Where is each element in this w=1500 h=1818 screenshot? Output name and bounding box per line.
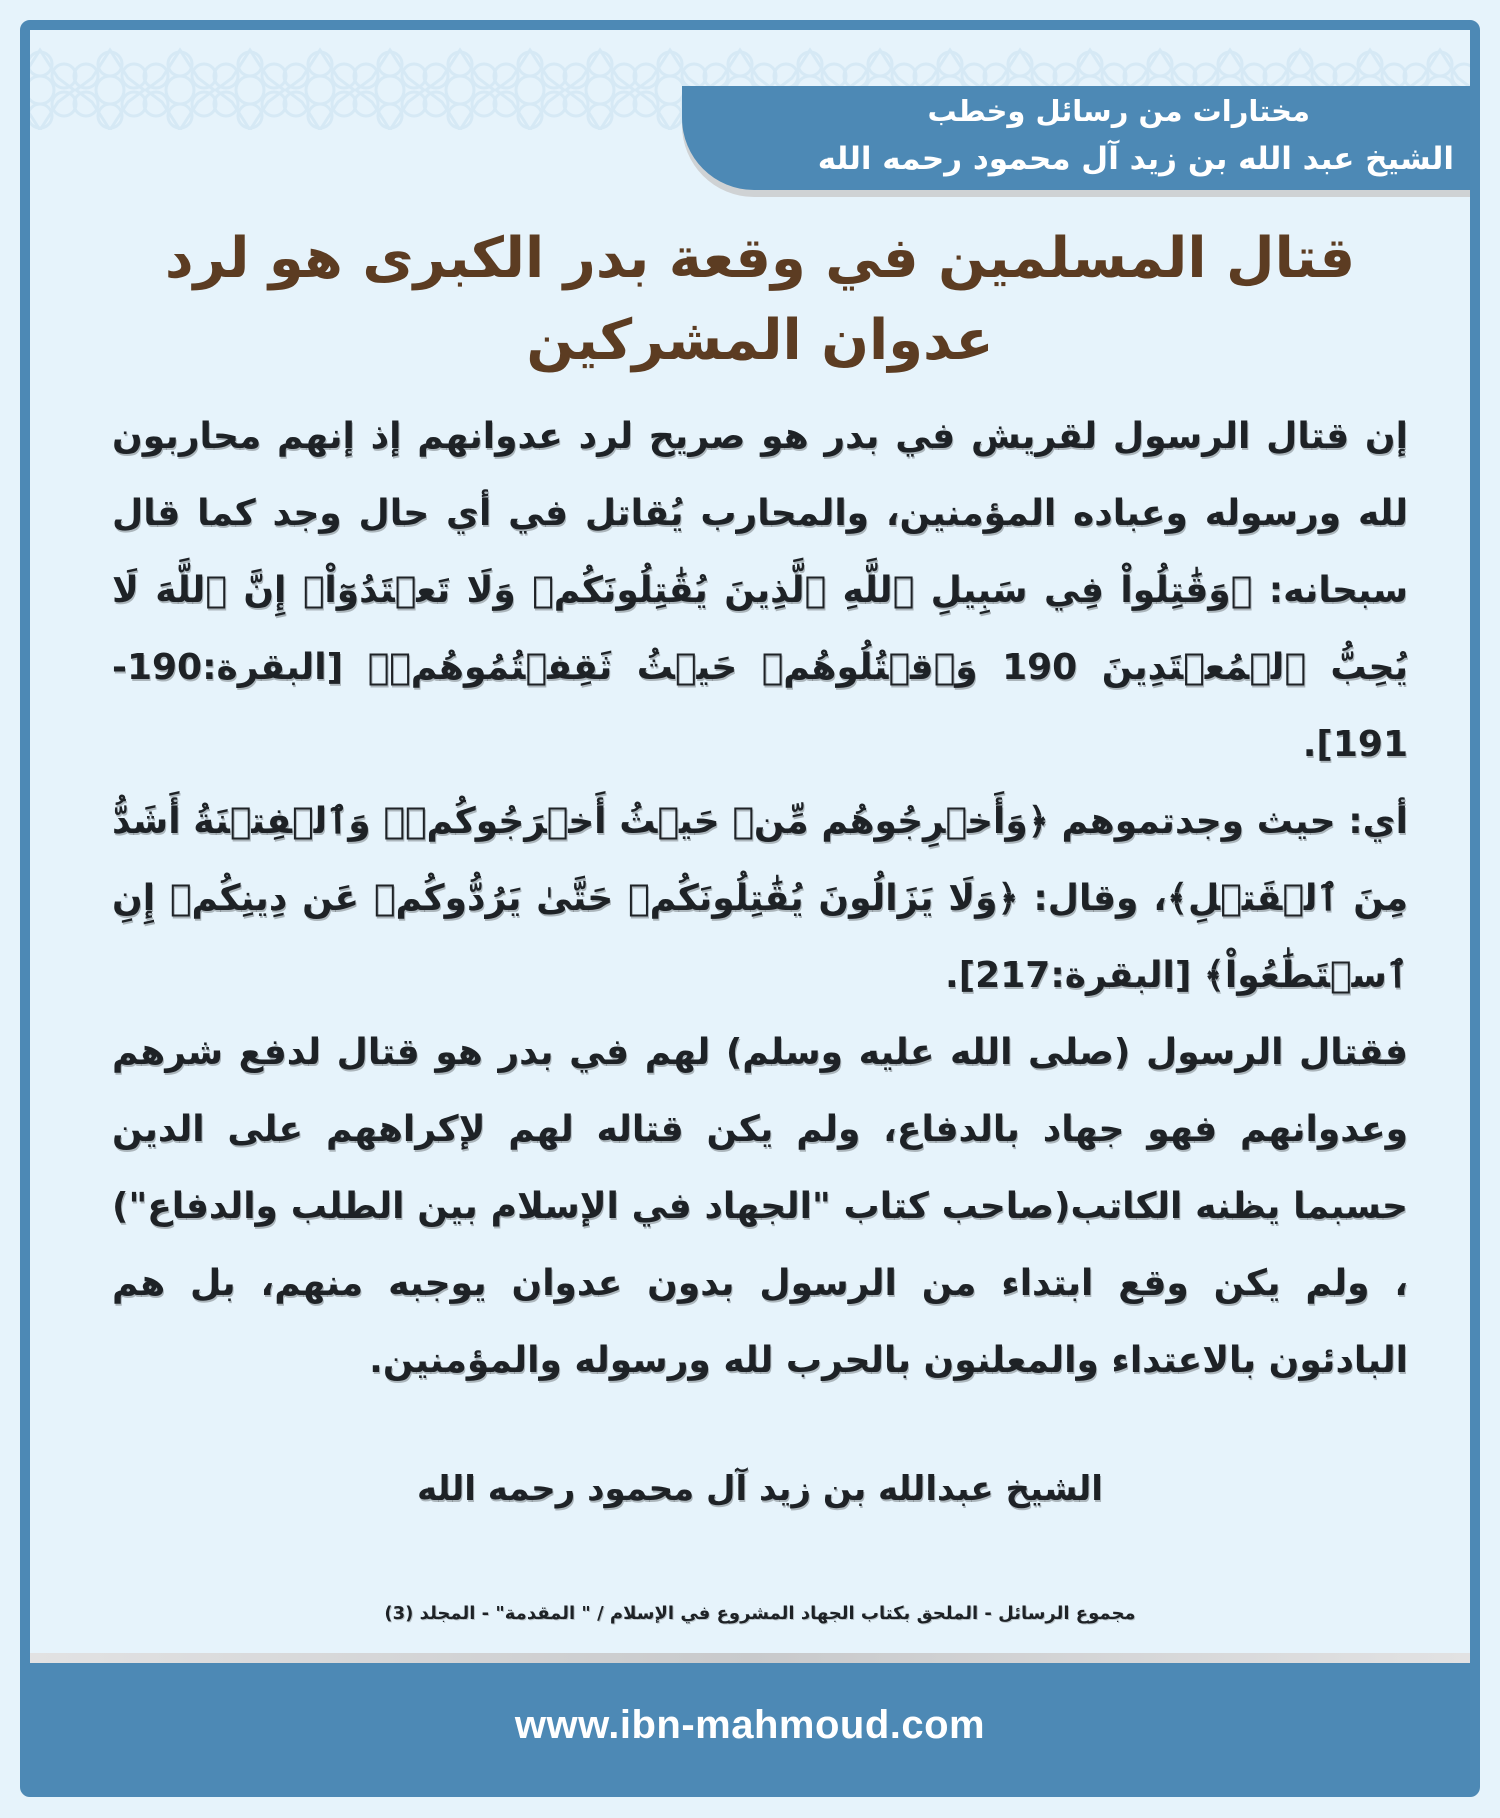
source-citation: مجموع الرسائل - الملحق بكتاب الجهاد المشروع في الإسلام / " المقدمة" - المجلد (3) — [384, 1603, 1136, 1624]
paragraph: أي: حيث وجدتموهم ﴿وَأَخۡرِجُوهُم مِّنۡ حَيۡثُ أَخۡرَجُوكُمۡۚ وَٱلۡفِتۡنَةُ أَشَدُّ مِنَ ٱلۡقَتۡلِ﴾، وقال: ﴿وَلَا يَزَالُونَ يُقَٰتِلُونَكُمۡ حَتَّىٰ يَرُدُّوكُمۡ عَن دِينِكُمۡ إِنِ ٱسۡتَطَٰعُواْ﴾ [البقرة:217]. — [112, 801, 1408, 996]
banner-series-title: مختارات من رسائل وخطب — [927, 94, 1310, 128]
banner-author: الشيخ عبد الله بن زيد آل محمود رحمه الله — [817, 141, 1454, 177]
website-link[interactable]: www.ibn-mahmoud.com — [514, 1702, 986, 1747]
article-content — [30, 200, 1470, 1653]
header-area — [30, 30, 1470, 200]
header-banner — [682, 86, 1470, 190]
page-frame — [20, 20, 1480, 1797]
author-signature: الشيخ عبدالله بن زيد آل محمود رحمه الله — [417, 1469, 1103, 1509]
paragraph: إن قتال الرسول لقريش في بدر هو صريح لرد عدوانهم إذ إنهم محاربون لله ورسوله وعباده المؤمنين، والمحارب يُقاتل في أي حال وجد كما قال سبحانه: ﴿وَقَٰتِلُواْ فِي سَبِيلِ ٱللَّهِ ٱلَّذِينَ يُقَٰتِلُونَكُمۡ وَلَا تَعۡتَدُوٓاْۚ إِنَّ ٱللَّهَ لَا يُحِبُّ ٱلۡمُعۡتَدِينَ 190 وَٱقۡتُلُوهُمۡ حَيۡثُ ثَقِفۡتُمُوهُمۡ﴾ [البقرة:190-191]. — [112, 416, 1408, 765]
footer — [30, 1653, 1470, 1787]
article-body — [112, 398, 1408, 1399]
footer-divider — [30, 1653, 1470, 1663]
footer-band — [30, 1663, 1470, 1787]
article-title: قتال المسلمين في وقعة بدر الكبرى هو لرد عدوان المشركين — [164, 226, 1356, 373]
paragraph: فقتال الرسول (صلى الله عليه وسلم) لهم في بدر هو قتال لدفع شرهم وعدوانهم فهو جهاد بالدفاع، ولم يكن قتاله لهم لإكراههم على الدين حسبما يظنه الكاتب(صاحب كتاب "الجهاد في الإسلام بين الطلب والدفاع") ، ولم يكن وقع ابتداء من الرسول بدون عدوان يوجبه منهم، بل هم البادئون بالاعتداء والمعلنون بالحرب لله ورسوله والمؤمنين. — [112, 1032, 1408, 1381]
